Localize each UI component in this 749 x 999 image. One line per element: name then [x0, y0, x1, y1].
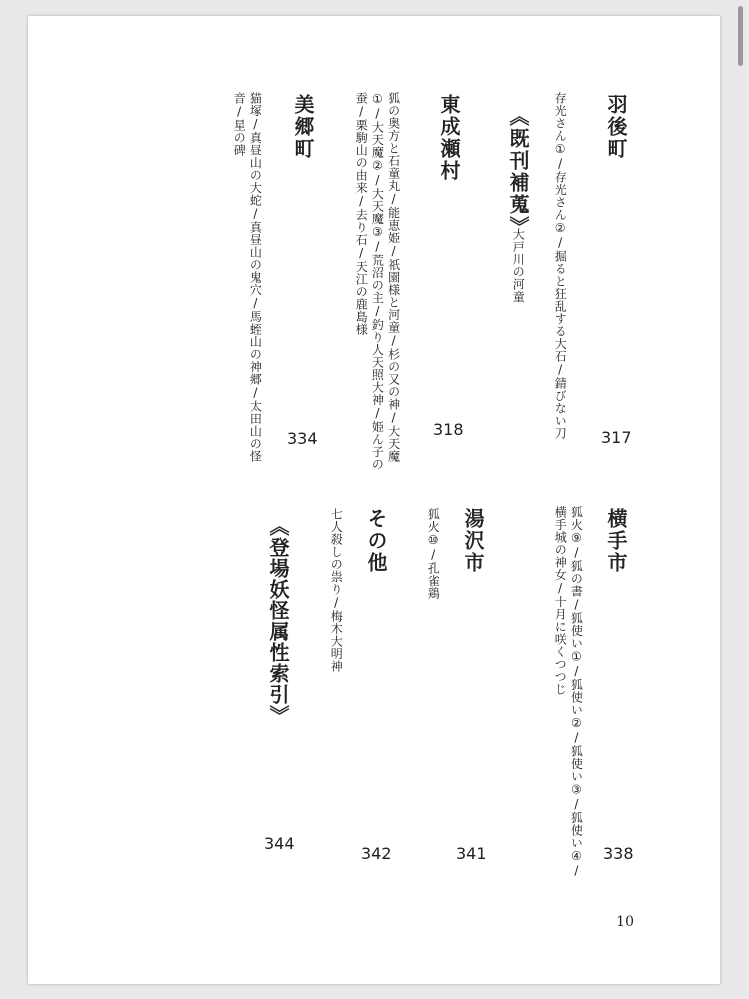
page-ref-hago: 317	[601, 428, 632, 447]
section-title-yokote: 横手市	[604, 508, 628, 574]
section-body-misato: 猫塚/真昼山の大蛇/真昼山の鬼穴/馬蛭山の神郷/太田山の怪音/星の碑	[232, 92, 263, 463]
page-ref-higashinaruse: 318	[433, 420, 464, 439]
section-title-yuzawa: 湯沢市	[461, 508, 485, 574]
section-body-kikan: 大戸川の河童	[511, 228, 526, 303]
section-title-higashinaruse: 東成瀬村	[437, 94, 461, 182]
page-ref-misato: 334	[287, 429, 318, 448]
section-title-hago: 羽後町	[604, 94, 628, 160]
document-page	[28, 16, 720, 984]
section-title-index: 《登場妖怪属性索引》	[266, 516, 290, 726]
section-body-yokote: 狐火⑨/狐の書/狐使い①/狐使い②/狐使い③/狐使い④/横手城の神女/十月に咲くつつじ	[553, 506, 584, 878]
section-body-higashinaruse: 狐の奥方と石童丸/能恵姫/祇園様と河童/杉の又の神/大天魔①/大天魔②/大天魔③/荒沼の主/釣り人天照大神/姫ん子の蚕/栗駒山の由来/去り石/天江の鹿島様	[354, 92, 401, 471]
page-number: 10	[616, 914, 634, 930]
section-title-sonota: その他	[364, 508, 388, 574]
section-body-hago: 存光さん①/存光さん②/掘ると狂乱する大石/錆びない刀	[553, 92, 568, 440]
section-title-misato: 美郷町	[291, 94, 315, 160]
page-ref-yuzawa: 341	[456, 844, 487, 863]
section-title-kikan: 《既刊補蒐》	[506, 106, 530, 238]
page-ref-index: 344	[264, 834, 295, 853]
section-body-sonota: 七人殺しの祟り/梅木大明神	[329, 508, 344, 673]
page-ref-yokote: 338	[603, 844, 634, 863]
section-body-yuzawa: 狐火⑩/孔雀鶏	[426, 508, 441, 600]
scrollbar-thumb[interactable]	[738, 6, 743, 66]
page-ref-sonota: 342	[361, 844, 392, 863]
